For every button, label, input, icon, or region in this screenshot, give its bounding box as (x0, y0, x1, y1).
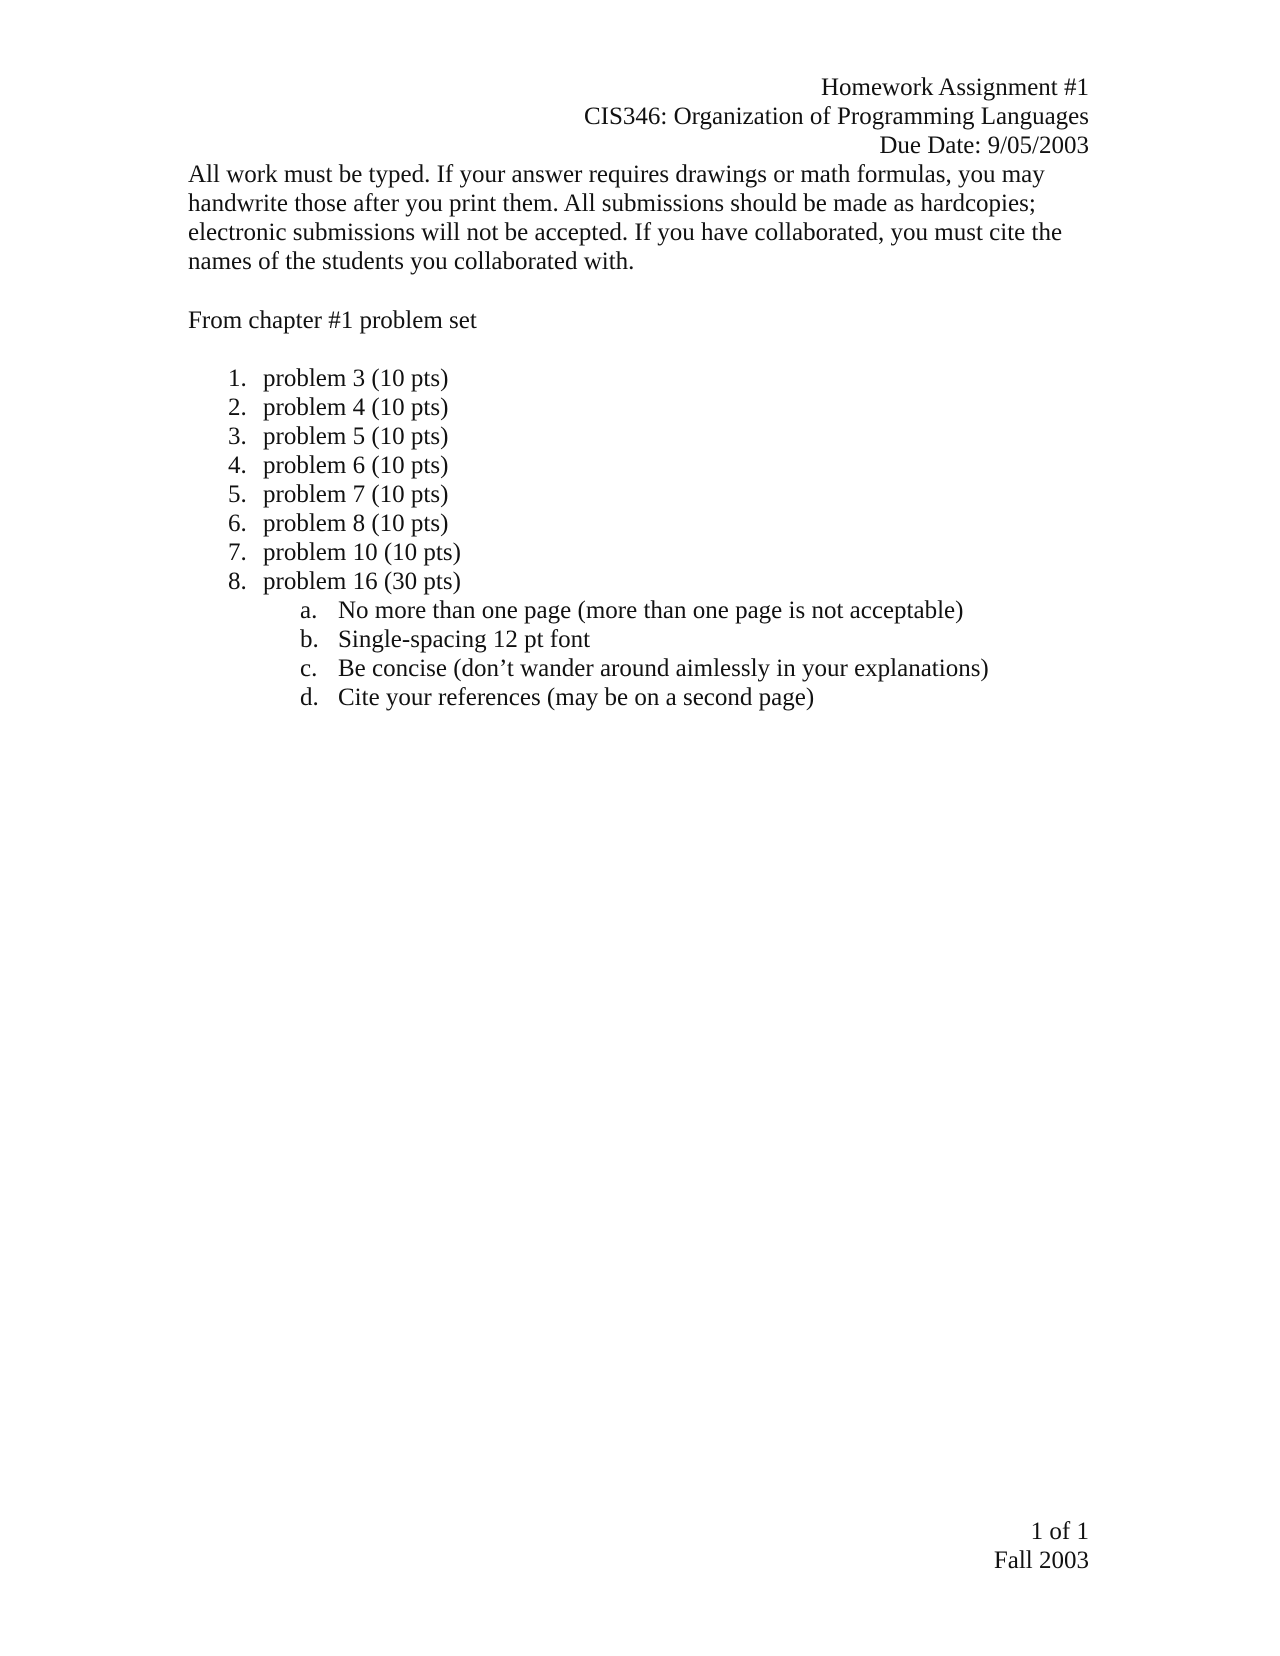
problem-text: problem 3 (10 pts) (263, 365, 449, 392)
requirement-text: Be concise (don’t wander around aimlessly in your explanations) (338, 655, 989, 682)
problem-number: 7. (228, 539, 247, 566)
problem-item (188, 567, 989, 596)
requirement-item (188, 683, 989, 712)
problem-item (188, 538, 989, 567)
problem-number: 6. (228, 510, 247, 537)
problem-text: problem 4 (10 pts) (263, 394, 449, 421)
assignment-title: Homework Assignment #1 (820, 74, 1089, 101)
requirement-item (188, 625, 989, 654)
requirement-letter: a. (300, 597, 318, 624)
problem-item (188, 364, 989, 393)
problem-16-requirements (188, 596, 989, 712)
document-header (584, 73, 1089, 160)
problem-item (188, 393, 989, 422)
problem-item (188, 480, 989, 509)
problem-number: 1. (228, 365, 247, 392)
due-date: Due Date: 9/05/2003 (879, 132, 1089, 159)
requirement-text: Single-spacing 12 pt font (338, 626, 591, 653)
problem-set-source: From chapter #1 problem set (188, 307, 477, 334)
requirement-item (188, 596, 989, 625)
problem-item (188, 422, 989, 451)
instructions-paragraph (188, 160, 1088, 276)
requirement-text: No more than one page (more than one page is not acceptable) (338, 597, 964, 624)
requirement-text: Cite your references (may be on a second page) (338, 684, 815, 711)
problem-number: 2. (228, 394, 247, 421)
problem-list (188, 364, 989, 712)
problem-number: 5. (228, 481, 247, 508)
problem-number: 4. (228, 452, 247, 479)
problem-item (188, 509, 989, 538)
requirement-item (188, 654, 989, 683)
problem-text: problem 5 (10 pts) (263, 423, 449, 450)
problem-number: 8. (228, 568, 247, 595)
course-name: CIS346: Organization of Programming Languages (583, 103, 1089, 130)
instructions-line: electronic submissions will not be accepted. If you have collaborated, you must cite the (188, 219, 1063, 246)
requirement-letter: d. (300, 684, 319, 711)
problem-text: problem 6 (10 pts) (263, 452, 449, 479)
problem-item (188, 451, 989, 480)
problem-text: problem 16 (30 pts) (263, 568, 461, 595)
instructions-line: All work must be typed. If your answer requires drawings or math formulas, you may (188, 161, 1045, 188)
problem-text: problem 10 (10 pts) (263, 539, 461, 566)
instructions-line: names of the students you collaborated with. (188, 248, 635, 275)
problem-number: 3. (228, 423, 247, 450)
problem-text: problem 8 (10 pts) (263, 510, 449, 537)
term-label: Fall 2003 (993, 1547, 1089, 1570)
instructions-line: handwrite those after you print them. All submissions should be made as hardcopies; (188, 190, 1036, 217)
requirement-letter: b. (300, 626, 319, 653)
page-number: 1 of 1 (1030, 1518, 1089, 1545)
requirement-letter: c. (300, 655, 318, 682)
problem-text: problem 7 (10 pts) (263, 481, 449, 508)
page-footer (994, 1517, 1089, 1570)
